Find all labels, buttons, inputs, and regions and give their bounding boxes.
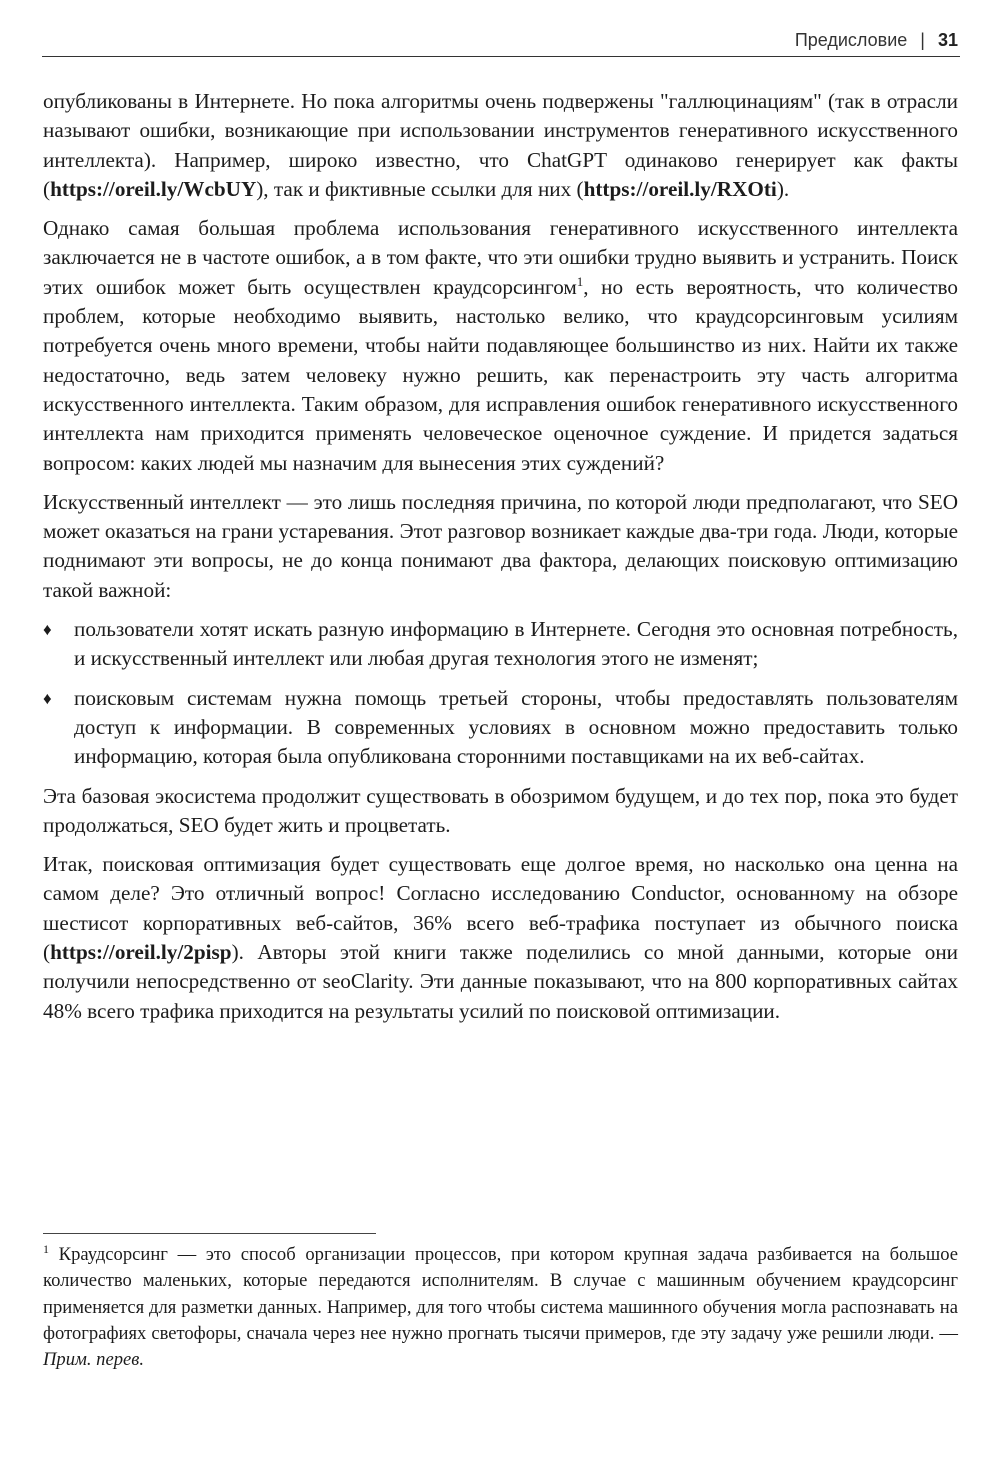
- footnote-text: Краудсорсинг — это способ организации процессов, при котором крупная задача разбивается на большое количество маленьких, которые передаются исполнителям. В случае с машинным обучением краудсорсинг применяется для разметки данных. Например, для того чтобы система машинного обучения могла распознавать на фотографиях светофоры, сначала через нее нужно прогнать тысячи примеров, где эту задачу уже решили люди. —: [43, 1244, 958, 1344]
- paragraph-1-text-a: опубликованы в Интернете. Но пока алгоритмы очень подвержены "галлюцинациям" (так в отрасли называют ошибки, возникающие при использовании инструментов генеративного искусственного интеллекта). Например, широко известно, что ChatGPT одинаково генерирует как факты (: [43, 89, 958, 201]
- paragraph-1-text-c: ).: [776, 176, 790, 201]
- footnote-number: 1: [43, 1242, 49, 1256]
- footnote: [43, 1242, 958, 1373]
- paragraph-2-text-a: Однако самая большая проблема использования генеративного искусственного интеллекта заключается не в частоте ошибок, а в том факте, что эти ошибки трудно выявить и устранить. Поиск этих ошибок может быть осуществлен краудсорсингом: [43, 216, 958, 299]
- paragraph-1-text-b: ), так и фиктивные ссылки для них (: [256, 176, 584, 201]
- page-number: 31: [937, 30, 958, 50]
- paragraph-4: Эта базовая экосистема продолжит существовать в обозримом будущем, и до тех пор, пока это будет продолжаться, SEO будет жить и процветать.: [43, 783, 958, 837]
- footnote-divider: [43, 1233, 376, 1234]
- link-wcbuy[interactable]: https://oreil.ly/WcbUY: [50, 176, 257, 201]
- paragraph-5: [43, 850, 958, 1026]
- footnote-ref[interactable]: 1: [576, 273, 584, 289]
- header-right: [795, 30, 958, 51]
- diamond-bullet-icon: ♦: [43, 620, 52, 640]
- paragraph-5-text-a: Итак, поисковая оптимизация будет существовать еще долгое время, но насколько она ценна на самом деле? Это отличный вопрос! Согласно исследованию Conductor, основанному на обзоре шестисот корпоративных веб-сайтов, 36% всего веб-трафика поступает из обычного поиска (: [43, 852, 958, 965]
- page-body: [43, 87, 958, 1036]
- paragraph-2-text-b: , но есть вероятность, что количество проблем, которые необходимо выявить, настолько велико, что краудсорсинговым усилиям потребуется очень много времени, чтобы найти подавляющее большинство из них. Найти их также недостаточно, ведь затем человеку нужно решить, как перенастроить эту часть алгоритма искусственного интеллекта. Таким образом, для исправления ошибок генеративного искусственного интеллекта нам приходится применять человеческое оценочное суждение. И придется задаться вопросом: каких людей мы назначим для вынесения этих суждений?: [43, 274, 958, 475]
- bullet-item-2: [43, 684, 958, 772]
- bullet-item-1: [43, 615, 958, 674]
- section-title: Предисловие: [794, 30, 908, 50]
- paragraph-1: [43, 87, 958, 204]
- bullet-item-2-text: поисковым системам нужна помощь третьей стороны, чтобы предоставлять пользователям доступ к информации. В современных условиях в основном можно предоставить только информацию, которая была опубликована сторонними поставщиками на их веб-сайтах.: [74, 685, 958, 769]
- link-rxoti[interactable]: https://oreil.ly/RXOti: [583, 176, 777, 201]
- translator-note: Прим. перев.: [43, 1349, 145, 1371]
- header-separator: |: [920, 30, 925, 50]
- paragraph-2: [43, 214, 958, 478]
- paragraph-3: Искусственный интеллект — это лишь последняя причина, по которой люди предполагают, что SEO может оказаться на грани устаревания. Этот разговор возникает каждые два-три года. Люди, которые поднимают эти вопросы, не до конца понимают два фактора, делающих поисковую оптимизацию такой важной:: [43, 489, 958, 602]
- paragraph-5-text-b: ). Авторы этой книги также поделились со мной данными, которые они получили непосредственно от seoClarity. Эти данные показывают, что на 800 корпоративных сайтах 48% всего трафика приходится на результаты усилий по поисковой оптимизации.: [43, 940, 958, 1023]
- bullet-item-1-text: пользователи хотят искать разную информацию в Интернете. Сегодня это основная потребность, и искусственный интеллект или любая другая технология этого не изменят;: [74, 617, 958, 671]
- diamond-bullet-icon: ♦: [43, 688, 52, 708]
- running-header: [42, 28, 960, 57]
- link-2pisp[interactable]: https://oreil.ly/2pisp: [50, 940, 232, 965]
